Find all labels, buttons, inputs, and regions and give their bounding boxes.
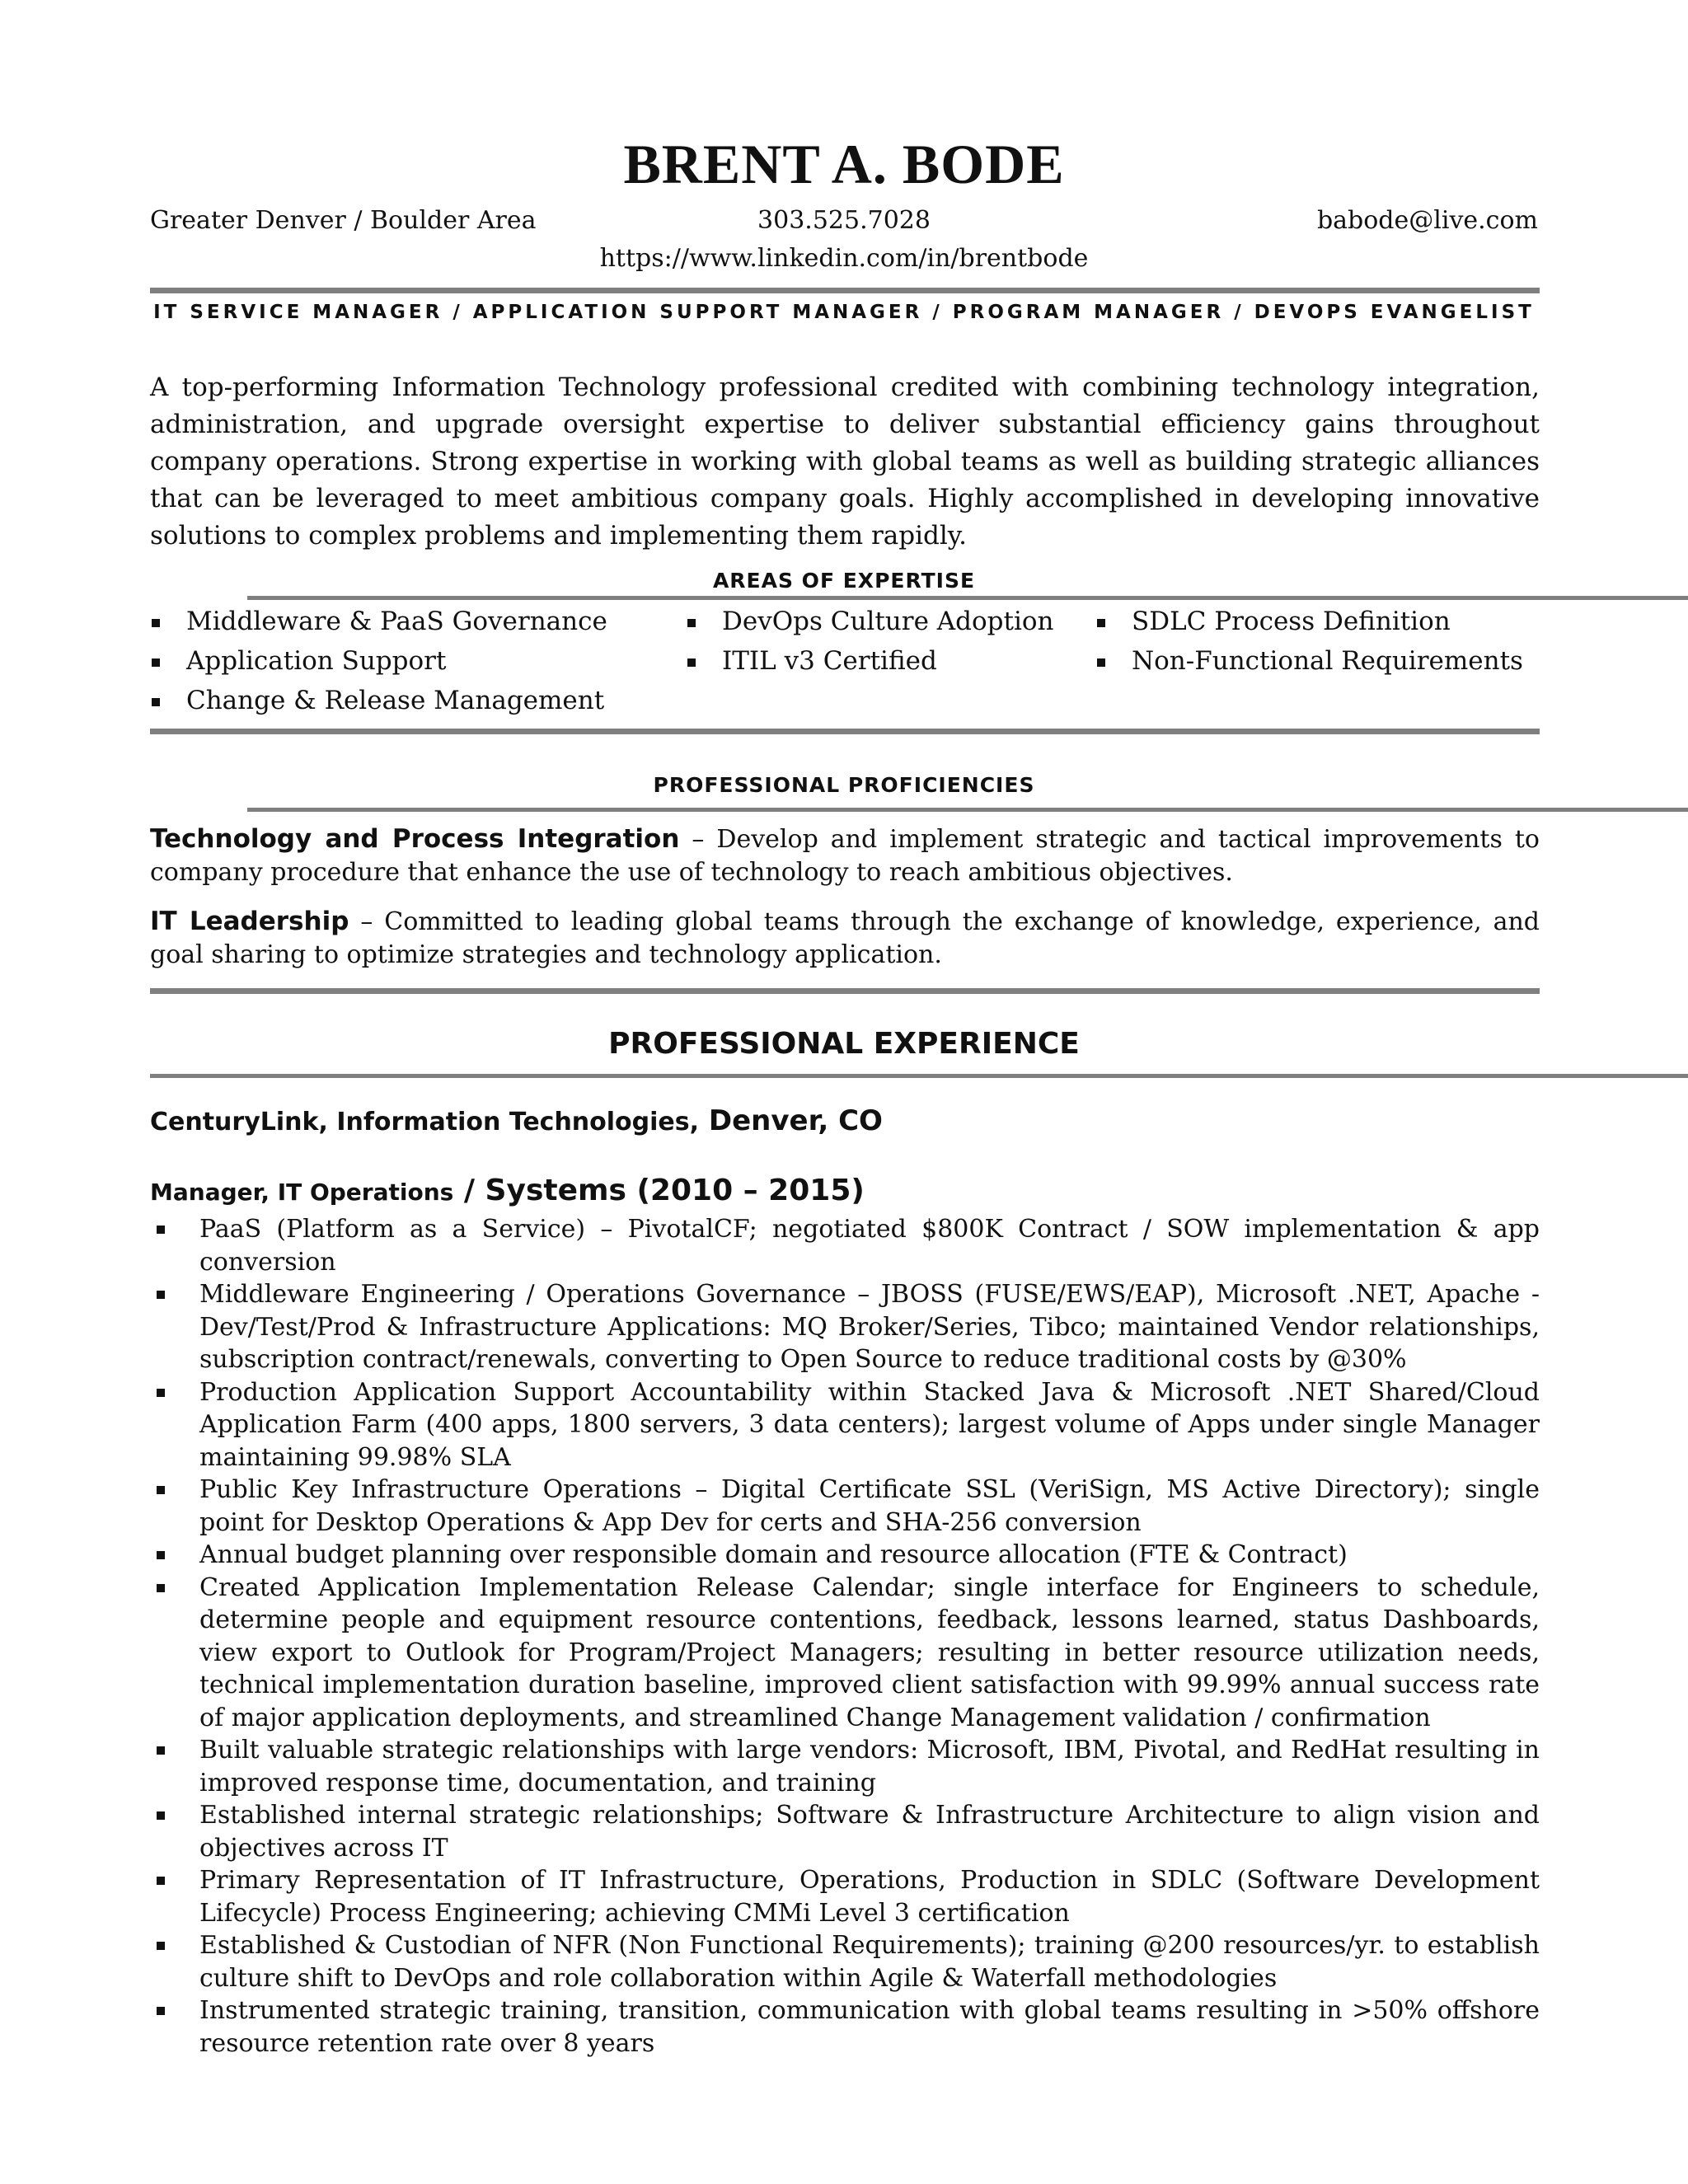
company-line xyxy=(150,1104,883,1137)
expertise-item: Application Support xyxy=(186,646,447,676)
bullet-icon xyxy=(157,1551,165,1559)
divider xyxy=(247,596,1688,600)
summary: A top-performing Information Technology professional credited with combining technology integration, administration, and upgrade oversight expertise to deliver substantial efficiency gains throughout company operations. Strong expertise in working with global teams as well as building strategic alliances that can be leveraged to meet ambitious company goals. Highly accomplished in developing innovative solutions to complex problems and implementing them rapidly. xyxy=(150,373,1540,551)
experience-bullets xyxy=(150,1213,1540,2060)
role-dates: / Systems (2010 – 2015) xyxy=(453,1174,865,1207)
proficiency-item xyxy=(150,905,1540,972)
list-item xyxy=(150,1213,1540,1278)
bullet-text: Production Application Support Accountability within Stacked Java & Microsoft .NET Shared/Cloud Application Farm (400 apps, 1800 servers, 3 data centers); largest volume of Apps under single Manager maintaining 99.98% SLA xyxy=(199,1377,1540,1472)
divider xyxy=(150,729,1540,734)
bullet-icon xyxy=(687,619,696,627)
list-item xyxy=(150,1278,1540,1376)
proficiencies-heading: PROFESSIONAL PROFICIENCIES xyxy=(653,773,1035,797)
bullet-text: Established internal strategic relationships; Software & Infrastructure Architecture to align vision and objectives across IT xyxy=(199,1801,1540,1863)
role-title: Manager, IT Operations xyxy=(150,1179,454,1206)
bullet-icon xyxy=(152,658,160,667)
proficiency-text: – Develop and implement strategic and tactical improvements to company procedure that enhance the use of technology to reach ambitious objectives. xyxy=(150,825,1540,887)
bullet-text: Built valuable strategic relationships with large vendors: Microsoft, IBM, Pivotal, and RedHat resulting in improved response time, documentation, and training xyxy=(199,1736,1540,1797)
expertise-item: Non-Functional Requirements xyxy=(1132,646,1523,676)
bullet-icon xyxy=(687,658,696,667)
list-item xyxy=(150,1474,1540,1539)
divider xyxy=(150,1074,1688,1078)
email[interactable]: babode@live.com xyxy=(1316,206,1538,235)
list-item xyxy=(150,1572,1540,1735)
linkedin-url[interactable]: https://www.linkedin.com/in/brentbode xyxy=(599,244,1089,273)
bullet-icon xyxy=(157,1746,165,1755)
bullet-icon xyxy=(157,1811,165,1820)
company-location: Denver, CO xyxy=(699,1104,883,1137)
proficiency-item xyxy=(150,823,1540,889)
bullet-icon xyxy=(157,2007,165,2015)
list-item xyxy=(150,1734,1540,1799)
bullet-icon xyxy=(157,1486,165,1494)
divider xyxy=(150,988,1540,994)
bullet-icon xyxy=(157,1226,165,1234)
proficiency-text: – Committed to leading global teams through the exchange of knowledge, experience, and goal sharing to optimize strategies and technology application. xyxy=(150,907,1540,969)
bullet-icon xyxy=(152,698,160,706)
bullet-text: Instrumented strategic training, transition, communication with global teams resulting in >50% offshore resource retention rate over 8 years xyxy=(199,1996,1540,2058)
expertise-heading: AREAS OF EXPERTISE xyxy=(712,569,976,593)
proficiency-lead: IT Leadership xyxy=(150,907,349,936)
bullet-text: Middleware Engineering / Operations Governance – JBOSS (FUSE/EWS/EAP), Microsoft .NET, Apache - Dev/Test/Prod & Infrastructure Applications: MQ Broker/Series, Tibco; maintained Vendor relationships, subscription contract/renewals, converting to Open Source to reduce traditional costs by @30% xyxy=(199,1280,1540,1374)
location: Greater Denver / Boulder Area xyxy=(150,206,537,235)
expertise-item: Middleware & PaaS Governance xyxy=(186,607,607,636)
target-titles: IT SERVICE MANAGER / APPLICATION SUPPORT MANAGER / PROGRAM MANAGER / DEVOPS EVANGELIST xyxy=(153,302,1535,323)
divider xyxy=(247,808,1688,812)
bullet-icon xyxy=(157,1584,165,1592)
bullet-icon xyxy=(157,1291,165,1299)
phone: 303.525.7028 xyxy=(757,206,931,235)
list-item xyxy=(150,1539,1540,1572)
bullet-text: Public Key Infrastructure Operations – Digital Certificate SSL (VeriSign, MS Active Directory); single point for Desktop Operations & App Dev for certs and SHA-256 conversion xyxy=(199,1475,1540,1537)
bullet-text: Annual budget planning over responsible domain and resource allocation (FTE & Contract) xyxy=(199,1540,1348,1569)
bullet-text: Created Application Implementation Release Calendar; single interface for Engineers to schedule, determine people and equipment resource contentions, feedback, lessons learned, status Dashboards, view export to Outlook for Program/Project Managers; resulting in better resource utilization needs, technical implementation duration baseline, improved client satisfaction with 99.99% annual success rate of major application deployments, and streamlined Change Management validation / confirmation xyxy=(199,1572,1540,1732)
list-item xyxy=(150,1799,1540,1864)
bullet-icon xyxy=(157,1877,165,1885)
bullet-text: Primary Representation of IT Infrastructure, Operations, Production in SDLC (Software Development Lifecycle) Process Engineering; achieving CMMi Level 3 certification xyxy=(199,1866,1540,1928)
company-name: CenturyLink, Information Technologies, xyxy=(150,1108,700,1137)
proficiency-lead: Technology and Process Integration xyxy=(150,824,680,854)
bullet-icon xyxy=(1097,658,1105,667)
divider xyxy=(150,288,1540,293)
expertise-item: ITIL v3 Certified xyxy=(722,646,937,676)
expertise-item: DevOps Culture Adoption xyxy=(722,607,1054,636)
bullet-icon xyxy=(152,619,160,627)
bullet-icon xyxy=(157,1942,165,1950)
expertise-item: SDLC Process Definition xyxy=(1132,607,1451,636)
list-item xyxy=(150,1929,1540,1994)
role-line xyxy=(150,1174,865,1207)
bullet-text: Established & Custodian of NFR (Non Functional Requirements); training @200 resources/yr. to establish culture shift to DevOps and role collaboration within Agile & Waterfall methodologies xyxy=(199,1931,1540,1993)
bullet-icon xyxy=(157,1389,165,1397)
list-item xyxy=(150,1864,1540,1929)
expertise-item: Change & Release Management xyxy=(186,686,605,715)
experience-heading: PROFESSIONAL EXPERIENCE xyxy=(608,1027,1080,1061)
bullet-text: PaaS (Platform as a Service) – PivotalCF; negotiated $800K Contract / SOW implementation & app conversion xyxy=(199,1215,1540,1277)
candidate-name: BRENT A. BODE xyxy=(623,133,1065,195)
list-item xyxy=(150,1376,1540,1474)
bullet-icon xyxy=(1097,619,1105,627)
list-item xyxy=(150,1994,1540,2060)
